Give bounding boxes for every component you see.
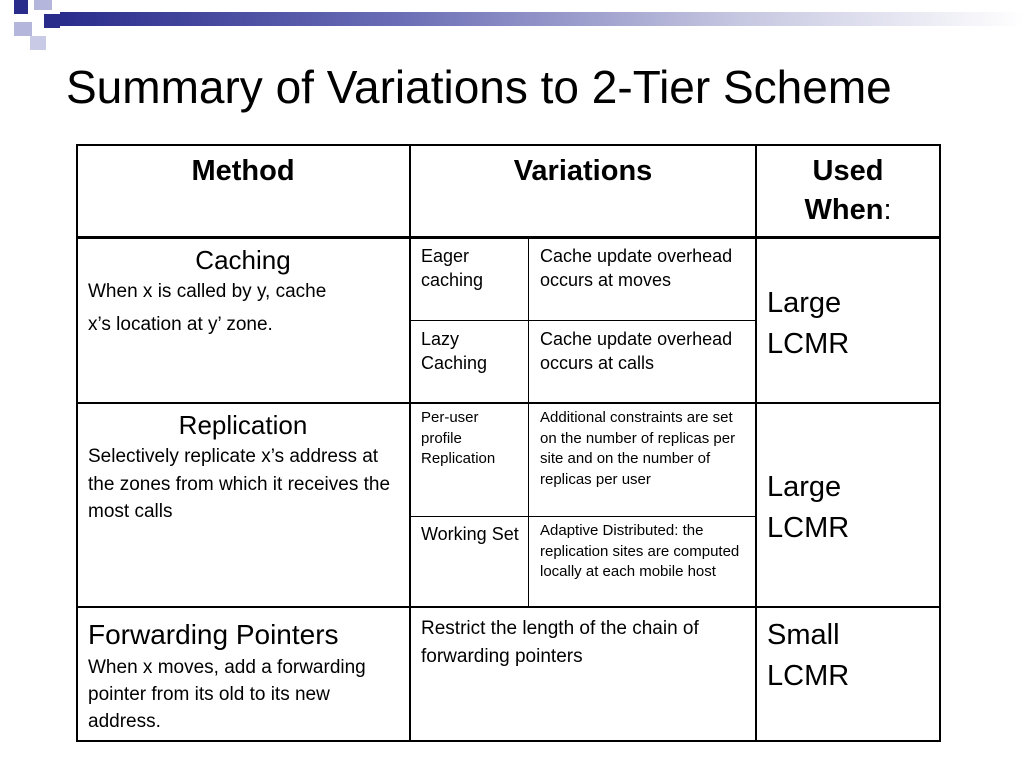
inner-row-divider-2: [410, 516, 756, 517]
col-divider-1: [409, 144, 411, 742]
decor-square-4: [14, 22, 32, 36]
header-colon: :: [883, 194, 892, 227]
method-caching-desc-2: x’s location at y’ zone.: [88, 314, 273, 335]
row-divider-2: [76, 606, 941, 608]
used-when-caching: [767, 283, 937, 364]
decor-square-1: [14, 0, 28, 14]
method-caching-name: Caching: [195, 245, 291, 275]
used-when-replication-line-1: Large: [767, 471, 842, 503]
variation-eager-name: Eager caching: [421, 246, 484, 291]
used-when-replication: [767, 467, 937, 548]
variation-working-set-desc: Adaptive Distributed: the replication sites are computed locally at each mobile host: [540, 522, 740, 581]
header-band: [60, 12, 1024, 26]
method-replication-name: Replication: [178, 410, 308, 440]
col-divider-3: [755, 144, 757, 742]
variation-per-user-desc: Additional constraints are set on the number of replicas per site and on the number of replicas per user: [540, 409, 736, 489]
method-replication-desc: Selectively replicate x’s address at the zones from which it receives the most calls: [88, 446, 391, 523]
decor-square-5: [30, 36, 46, 50]
header-variations: Variations: [513, 155, 653, 187]
variation-eager-desc: Cache update overhead occurs at moves: [540, 246, 733, 291]
used-when-forwarding: [767, 615, 937, 696]
used-when-caching-line-2: LCMR: [767, 327, 850, 360]
row-divider-1: [76, 402, 941, 404]
variation-working-set-name: Working Set: [421, 524, 519, 544]
method-forwarding-name: Forwarding Pointers: [88, 619, 339, 650]
variation-forwarding-desc: Restrict the length of the chain of forwarding pointers: [421, 618, 699, 667]
decor-square-3: [44, 14, 60, 28]
decor-square-2: [34, 0, 52, 10]
used-when-caching-line-1: Large: [767, 287, 842, 319]
inner-col-divider-2: [528, 404, 529, 606]
inner-row-divider-1: [410, 320, 756, 321]
variation-lazy-desc: Cache update overhead occurs at calls: [540, 329, 733, 374]
header-used-line: Used: [812, 155, 884, 187]
method-caching-desc-1: When x is called by y, cache: [88, 281, 327, 302]
header-when-line: [758, 191, 938, 230]
variation-lazy-name: Lazy Caching: [421, 329, 488, 374]
row-divider-header: [76, 236, 941, 239]
variation-per-user-name: Per-user profile Replication: [421, 409, 496, 468]
header-when: When: [804, 194, 884, 227]
header-method: Method: [191, 155, 295, 187]
used-when-forwarding-line-2: LCMR: [767, 659, 850, 692]
used-when-forwarding-line-1: Small: [767, 619, 840, 651]
method-forwarding-desc: When x moves, add a forwarding pointer from its old to its new address.: [88, 657, 366, 732]
header-used-when: [758, 152, 938, 230]
slide-title: Summary of Variations to 2-Tier Scheme: [66, 61, 892, 113]
used-when-replication-line-2: LCMR: [767, 511, 850, 544]
